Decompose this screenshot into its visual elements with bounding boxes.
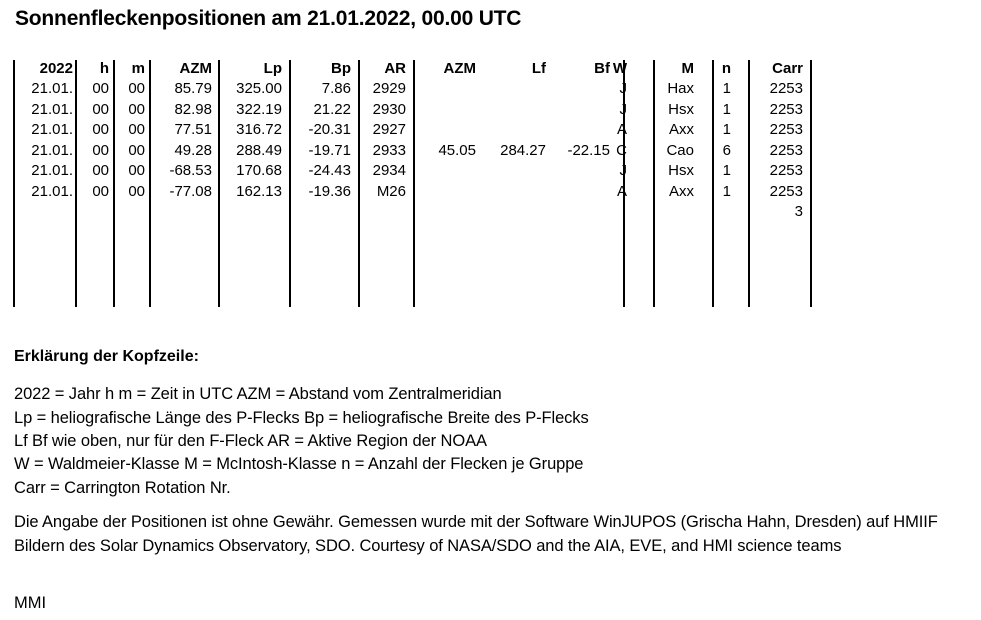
table-cell: J [619,80,627,97]
table-cell: 21.22 [313,100,351,118]
table-cell: 284.27 [500,141,546,159]
table-header-cell: Lp [263,60,282,77]
table-header-cell: AZM [443,60,476,77]
table-cell: 00 [92,80,109,97]
table-cell: Axx [668,182,694,200]
table-header-cell: h [99,60,109,77]
table-cell: 2253 [769,121,803,138]
table-cell: 00 [128,121,145,138]
table-cell: C [616,141,627,159]
table-cell: 77.51 [174,121,212,138]
table-cell: 170.68 [236,162,282,179]
table-cell: 00 [128,162,145,179]
table-cell: A [616,182,627,200]
table-cell: 00 [128,100,145,118]
table-cell: 00 [92,121,109,138]
table-cell: Hsx [668,162,694,179]
table-cell: 2927 [372,121,406,138]
table-cell: -77.08 [169,182,212,200]
page-title: Sonnenfleckenpositionen am 21.01.2022, 00.00 UTC [15,7,522,30]
table-cell: 288.49 [236,141,282,159]
table-header-cell: n [721,60,731,77]
table-column-separator [289,60,291,307]
table-cell: 00 [128,80,145,97]
table-cell: 325.00 [236,80,282,97]
table-header-cell: AZM [179,60,212,77]
table-cell: -20.31 [308,121,351,138]
table-cell: 1 [722,121,731,138]
table-cell: 322.19 [236,100,282,118]
table-cell: -24.43 [308,162,351,179]
table-cell: 21.01. [31,141,73,159]
table-cell: 21.01. [31,80,73,97]
table-cell: 2253 [769,80,803,97]
table-cell: 1 [722,182,731,200]
table-header-cell: Bp [331,60,351,77]
table-cell: 1 [722,100,731,118]
table-cell: 316.72 [236,121,282,138]
table-column-separator [712,60,714,307]
table-column-separator [748,60,750,307]
legend-line: 2022 = Jahr h m = Zeit in UTC AZM = Abstand vom Zentralmeridian [14,385,502,403]
table-cell: -19.36 [308,182,351,200]
legend-line: Lf Bf wie oben, nur für den F-Fleck AR = Aktive Region der NOAA [14,432,487,450]
table-cell: 2929 [372,80,406,97]
table-cell: 21.01. [31,121,73,138]
table-cell: 2253 [769,141,803,159]
table-cell: 85.79 [174,80,212,97]
table-cell: 45.05 [438,141,476,159]
table-cell: 3 [794,203,803,220]
table-cell: 162.13 [236,182,282,200]
table-cell: 2253 [769,100,803,118]
table-cell: Hax [667,80,694,97]
table-column-separator [113,60,115,307]
table-cell: 00 [92,162,109,179]
table-cell: 49.28 [174,141,212,159]
table-header-cell: 2022 [39,60,73,77]
table-header-cell: Lf [531,60,546,77]
table-cell: 7.86 [321,80,351,97]
table-cell: 6 [722,141,731,159]
table-cell: M26 [376,182,406,200]
table-cell: 2930 [372,100,406,118]
table-cell: 2933 [372,141,406,159]
table-cell: Cao [666,141,694,159]
legend-line: W = Waldmeier-Klasse M = McIntosh-Klasse n = Anzahl der Flecken je Gruppe [14,455,584,473]
table-header-cell: Carr [772,60,803,77]
table-cell: 00 [92,141,109,159]
table-column-separator [653,60,655,307]
table-cell: Hsx [668,100,694,118]
table-cell: 21.01. [31,100,73,118]
table-cell: 1 [722,80,731,97]
table-cell: J [619,100,627,118]
table-cell: Axx [668,121,694,138]
table-cell: 00 [128,141,145,159]
table-column-separator [358,60,360,307]
table-cell: 2934 [372,162,406,179]
table-header-cell: M [681,60,694,77]
table-header-cell: Bf [594,60,610,77]
table-column-separator [149,60,151,307]
table-column-separator [413,60,415,307]
table-cell: 21.01. [31,182,73,200]
table-cell: 1 [722,162,731,179]
table-cell: -68.53 [169,162,212,179]
signature: MMI [14,594,47,612]
table-column-separator [75,60,77,307]
table-column-separator [810,60,812,307]
table-header-cell: AR [384,60,406,77]
table-header-cell: m [131,60,145,77]
table-column-separator [13,60,15,307]
table-header-cell: W [612,60,627,77]
disclaimer-paragraph: Die Angabe der Positionen ist ohne Gewähr. Gemessen wurde mit der Software WinJUPOS (Grischa Hahn, Dresden) auf HMIIF Bildern des Solar Dynamics Observatory, SDO. Courtesy of NASA/SDO and the AIA, EVE, and HMI science teams [14,513,938,555]
table-cell: -19.71 [308,141,351,159]
table-cell: 21.01. [31,162,73,179]
table-column-separator [218,60,220,307]
table-cell: 82.98 [174,100,212,118]
legend-line: Lp = heliografische Länge des P-Flecks Bp = heliografische Breite des P-Flecks [14,409,589,427]
table-cell: A [616,121,627,138]
table-cell: 2253 [769,162,803,179]
table-cell: 00 [128,182,145,200]
table-cell: 2253 [769,182,803,200]
table-cell: J [619,162,627,179]
table-cell: -22.15 [567,141,610,159]
table-cell: 00 [92,100,109,118]
legend-title: Erklärung der Kopfzeile: [14,348,199,365]
legend-line: Carr = Carrington Rotation Nr. [14,479,231,497]
table-cell: 00 [92,182,109,200]
